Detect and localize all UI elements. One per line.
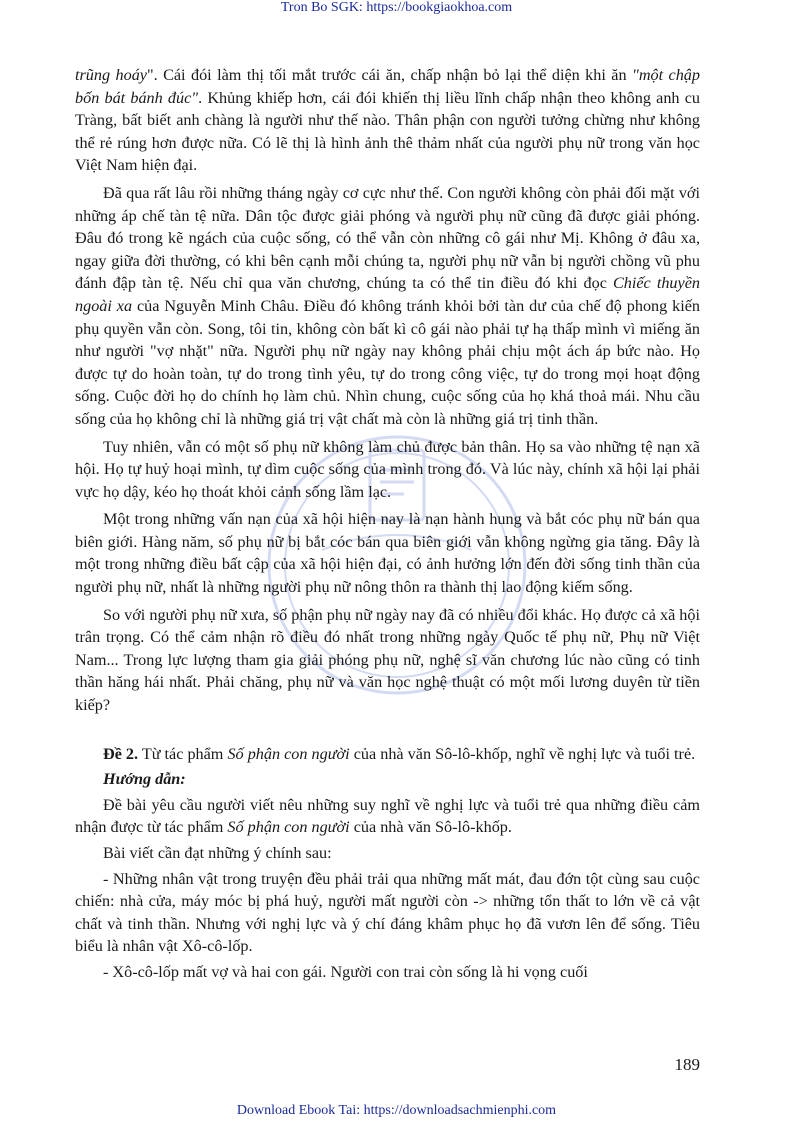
paragraph-7: Bài viết cần đạt những ý chính sau: — [103, 844, 332, 862]
page-number: 189 — [674, 1055, 700, 1074]
exercise-heading: Đề 2. Từ tác phẩm Số phận con người của nhà văn Sô-lô-khốp, nghĩ về nghị lực và tuổi trẻ. — [103, 744, 696, 763]
paragraph-8: - Những nhân vật trong truyện đều phải trải qua những mất mát, đau đớn tột cùng sau cuộc chiến: nhà cửa, máy móc bị phá huỷ, người mất người còn -> những tổn thất to lớn về cả vật chất và tinh thần. Nhưng với nghị lực và ý chí đáng khâm phục họ đã vươn lên để sống. Tiêu biểu là nhân vật Xô-cô-lốp. — [75, 869, 700, 956]
paragraph-5: So với người phụ nữ xưa, số phận phụ nữ ngày nay đã có nhiều đổi khác. Họ được cả xã hội trân trọng. Có thể cảm nhận rõ điều đó nhất trong những ngày Quốc tế phụ nữ, Phụ nữ Việt Nam... Trong lực lượng tham gia giải phóng phụ nữ, nghệ sĩ văn chương lúc nào cũng có tinh thần hăng hái nhất. Phải chăng, phụ nữ và văn học nghệ thuật có một mối lương duyên từ tiền kiếp? — [75, 605, 700, 715]
page-content — [75, 64, 700, 984]
paragraph-2: Đã qua rất lâu rồi những tháng ngày cơ cực như thế. Con người không còn phải đối mặt với những áp chế tàn tệ nữa. Dân tộc được giải phóng và người phụ nữ cũng đã được giải phóng. Đâu đó trong kẽ ngách của cuộc sống, có thể vẫn còn những cô gái như Mị. Không ở đâu xa, ngay giữa đời thường, có khi bên cạnh mỗi chúng ta, người phụ nữ vẫn bị người chồng vũ phu đánh đập tàn tệ. Nếu chỉ qua văn chương, chúng ta có thể tin điều đó khi đọc Chiếc thuyền ngoài xa của Nguyễn Minh Châu. Điều đó không tránh khỏi bởi tàn dư của chế độ phong kiến phụ quyền vẫn còn. Song, tôi tin, không còn bất kì cô gái nào phải tự hạ thấp mình vì miếng ăn như người "vợ nhặt" nữa. Người phụ nữ ngày nay không phải chịu một ách áp bức nào. Họ được tự do hoàn toàn, tự do trong tình yêu, tự do trong công việc, tự do trong mọi hoạt động sống. Cuộc đời họ do chính họ làm chủ. Nhìn chung, cuộc sống của họ khá thoả mái. Nhu cầu sống của họ không chỉ là những giá trị vật chất mà còn là những giá trị tinh thần. — [75, 183, 701, 428]
paragraph-9: - Xô-cô-lốp mất vợ và hai con gái. Người con trai còn sống là hi vọng cuối — [103, 962, 588, 981]
paragraph-1: trũng hoáy". Cái đói làm thị tối mắt trước cái ăn, chấp nhận bỏ lại thể diện khi ăn "một chập bốn bát bánh đúc". Khủng khiếp hơn, cái đói khiến thị liều lĩnh chấp nhận theo không anh cu Tràng, bất biết anh chàng là người như thế nào. Thân phận con người tưởng chừng như không thể rẻ rúng hơn được nữa. Có lẽ thị là hình ảnh thê thảm nhất của người phụ nữ trong văn học Việt Nam hiện đại. — [75, 66, 700, 175]
bottom-banner[interactable]: Download Ebook Tai: https://downloadsachmienphi.com — [236, 1103, 557, 1118]
paragraph-3: Tuy nhiên, vẫn có một số phụ nữ không làm chủ được bản thân. Họ sa vào những tệ nạn xã hội. Họ tự huỷ hoại mình, tự dìm cuộc sống của mình trong đó. Và lúc này, chính xã hội lại phải vực họ dậy, kéo họ thoát khỏi cảnh sống lầm lạc. — [75, 437, 700, 501]
guide-heading: Hướng dẫn: — [103, 770, 186, 789]
paragraph-6: Đề bài yêu cầu người viết nêu những suy nghĩ về nghị lực và tuổi trẻ qua những điều cảm nhận được từ tác phẩm Số phận con người của nhà văn Sô-lô-khốp. — [75, 795, 700, 837]
paragraph-4: Một trong những vấn nạn của xã hội hiện nay là nạn hành hung và bắt cóc phụ nữ bán qua biên giới. Hàng năm, số phụ nữ bị bắt cóc bán qua biên giới vẫn không ngừng gia tăng. Đây là một trong những điều bất cập của xã hội hiện đại, có ảnh hưởng lớn đến đời sống tinh thần của người phụ nữ, nhất là những người phụ nữ nông thôn ra thành thị lao động kiếm sống. — [75, 510, 700, 597]
top-banner[interactable]: Tron Bo SGK: https://bookgiaokhoa.com — [280, 0, 513, 15]
